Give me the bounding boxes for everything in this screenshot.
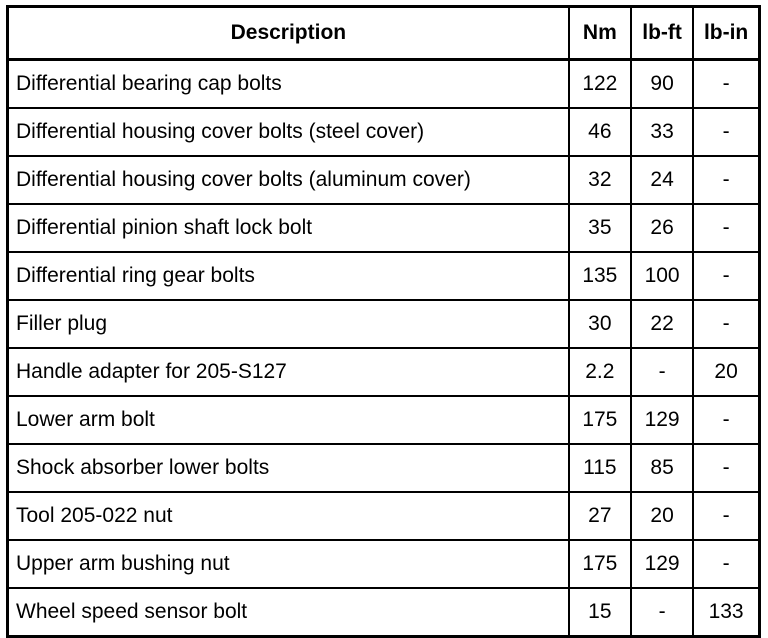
cell-lb-in: - bbox=[693, 300, 759, 348]
cell-nm: 122 bbox=[569, 60, 631, 109]
cell-lb-in: - bbox=[693, 60, 759, 109]
header-description: Description bbox=[8, 7, 569, 60]
cell-description: Shock absorber lower bolts bbox=[8, 444, 569, 492]
cell-lb-ft: 100 bbox=[631, 252, 693, 300]
header-row bbox=[8, 7, 760, 60]
cell-nm: 27 bbox=[569, 492, 631, 540]
cell-lb-ft: - bbox=[631, 588, 693, 637]
cell-lb-ft: 129 bbox=[631, 540, 693, 588]
cell-lb-ft: 85 bbox=[631, 444, 693, 492]
cell-lb-in: - bbox=[693, 444, 759, 492]
header-nm: Nm bbox=[569, 7, 631, 60]
cell-description: Differential bearing cap bolts bbox=[8, 60, 569, 109]
cell-description: Tool 205-022 nut bbox=[8, 492, 569, 540]
cell-nm: 15 bbox=[569, 588, 631, 637]
cell-lb-ft: 20 bbox=[631, 492, 693, 540]
table-row bbox=[8, 300, 760, 348]
cell-nm: 175 bbox=[569, 396, 631, 444]
table-row bbox=[8, 252, 760, 300]
cell-nm: 35 bbox=[569, 204, 631, 252]
table-row bbox=[8, 108, 760, 156]
cell-lb-in: 133 bbox=[693, 588, 759, 637]
torque-specification-table bbox=[6, 5, 761, 638]
cell-lb-in: - bbox=[693, 540, 759, 588]
cell-nm: 30 bbox=[569, 300, 631, 348]
cell-lb-ft: - bbox=[631, 348, 693, 396]
cell-description: Wheel speed sensor bolt bbox=[8, 588, 569, 637]
table-row bbox=[8, 444, 760, 492]
cell-description: Lower arm bolt bbox=[8, 396, 569, 444]
cell-description: Differential pinion shaft lock bolt bbox=[8, 204, 569, 252]
table-row bbox=[8, 204, 760, 252]
header-lb-ft: lb-ft bbox=[631, 7, 693, 60]
table-row bbox=[8, 348, 760, 396]
cell-description: Differential housing cover bolts (steel cover) bbox=[8, 108, 569, 156]
header-lb-in: lb-in bbox=[693, 7, 759, 60]
cell-nm: 46 bbox=[569, 108, 631, 156]
cell-lb-in: - bbox=[693, 204, 759, 252]
table-row bbox=[8, 60, 760, 109]
cell-description: Handle adapter for 205-S127 bbox=[8, 348, 569, 396]
cell-lb-in: - bbox=[693, 396, 759, 444]
cell-lb-in: - bbox=[693, 156, 759, 204]
table-header bbox=[8, 7, 760, 60]
cell-description: Upper arm bushing nut bbox=[8, 540, 569, 588]
cell-description: Filler plug bbox=[8, 300, 569, 348]
cell-lb-in: - bbox=[693, 108, 759, 156]
table-row bbox=[8, 396, 760, 444]
table-row bbox=[8, 156, 760, 204]
cell-lb-ft: 33 bbox=[631, 108, 693, 156]
cell-lb-ft: 22 bbox=[631, 300, 693, 348]
cell-nm: 2.2 bbox=[569, 348, 631, 396]
table-body bbox=[8, 60, 760, 637]
table-row bbox=[8, 588, 760, 637]
cell-nm: 115 bbox=[569, 444, 631, 492]
cell-lb-ft: 24 bbox=[631, 156, 693, 204]
table-row bbox=[8, 492, 760, 540]
cell-nm: 175 bbox=[569, 540, 631, 588]
cell-lb-ft: 129 bbox=[631, 396, 693, 444]
cell-lb-ft: 90 bbox=[631, 60, 693, 109]
cell-lb-in: - bbox=[693, 492, 759, 540]
cell-nm: 32 bbox=[569, 156, 631, 204]
cell-description: Differential housing cover bolts (aluminum cover) bbox=[8, 156, 569, 204]
cell-nm: 135 bbox=[569, 252, 631, 300]
cell-lb-in: 20 bbox=[693, 348, 759, 396]
cell-lb-in: - bbox=[693, 252, 759, 300]
cell-description: Differential ring gear bolts bbox=[8, 252, 569, 300]
cell-lb-ft: 26 bbox=[631, 204, 693, 252]
table-row bbox=[8, 540, 760, 588]
